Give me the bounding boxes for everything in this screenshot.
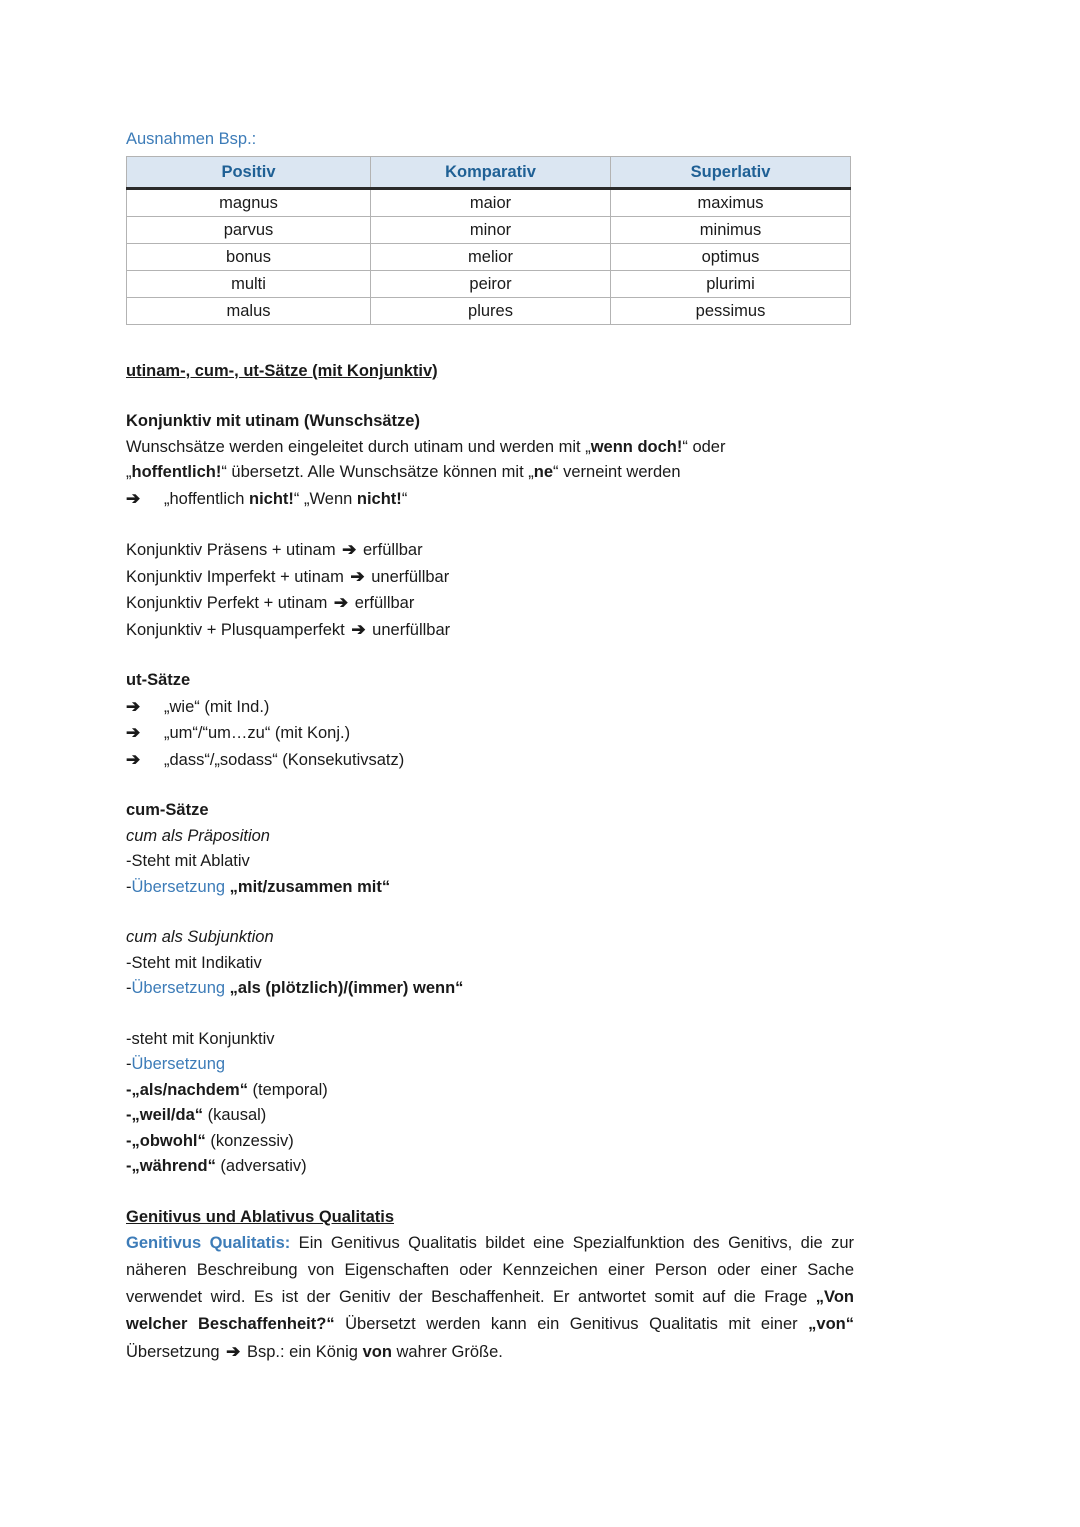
rule-konjunktiv-imperfekt: [126, 564, 854, 591]
item-bold: -„als/nachdem“: [126, 1080, 248, 1099]
table-row: [127, 271, 851, 298]
arrow-right-icon: ➔: [226, 1341, 241, 1361]
cum-subjunktion-line-indikativ: -Steht mit Indikativ: [126, 953, 262, 972]
arrow-right-icon: ➔: [333, 593, 349, 612]
spacer: [126, 773, 854, 798]
quote-close: “: [553, 463, 559, 481]
spacer: [126, 512, 854, 537]
item-bold: -„obwohl“: [126, 1131, 206, 1150]
item-bold: -„während“: [126, 1157, 216, 1175]
cum-praeposition-line-ablativ: -Steht mit Ablativ: [126, 852, 250, 870]
cum-konjunktiv-item-temporal: [126, 1078, 854, 1104]
table-header-komparativ: Komparativ: [371, 157, 611, 189]
table-cell: plurimi: [611, 271, 851, 298]
subheading-ut-saetze: ut-Sätze: [126, 671, 191, 689]
table-row: [127, 217, 851, 244]
arrow-right-icon: ➔: [126, 723, 141, 742]
dash-prefix: -: [126, 979, 132, 997]
paragraph-wunschsaetze-line-2: [126, 460, 854, 486]
cum-konjunktiv-item-kausal: [126, 1103, 854, 1129]
text-fragment: verneint werden: [558, 463, 681, 481]
text-fragment: unerfüllbar: [367, 620, 451, 639]
text-fragment: wahrer Größe.: [391, 1342, 503, 1361]
rule-konjunktiv-plusquamperfekt: [126, 617, 854, 644]
list-item-label: „wie“ (mit Ind.): [164, 697, 270, 716]
arrow-right-icon: ➔: [126, 488, 141, 508]
table-cell: malus: [127, 298, 371, 325]
table-header-row: [127, 157, 851, 189]
quote-open: „: [585, 437, 591, 456]
spacer: [126, 643, 854, 668]
text-fragment: Konjunktiv Präsens + utinam: [126, 541, 341, 559]
document-content: [126, 128, 854, 1366]
table-cell: magnus: [127, 189, 371, 217]
item-rest: (adversativ): [215, 1157, 307, 1175]
label-genitivus-qualitatis: Genitivus Qualitatis:: [126, 1233, 291, 1252]
subheading-cum-saetze: cum-Sätze: [126, 801, 209, 819]
table-cell: bonus: [127, 244, 371, 271]
table-row: [127, 189, 851, 217]
spacer: [126, 384, 854, 409]
text-fragment: „hoffentlich: [164, 489, 249, 508]
text-fragment: Übersetzung: [126, 1342, 225, 1361]
arrow-right-icon: ➔: [126, 696, 141, 716]
text-fragment: “: [401, 489, 408, 508]
text-bold-frage: „Von welcher Beschaffenheit?“: [126, 1287, 854, 1333]
paragraph-wunschsaetze-line-1: [126, 435, 854, 461]
list-item-ut-3: [126, 747, 854, 774]
table-row: [127, 298, 851, 325]
text-bold-von-2: von: [362, 1342, 392, 1361]
quote-close: “: [221, 463, 227, 481]
arrow-right-icon: ➔: [351, 619, 366, 639]
spacer: [126, 900, 854, 925]
text-bold-ne: ne: [533, 463, 554, 481]
spacer: [126, 1002, 854, 1027]
table-cell: multi: [127, 271, 371, 298]
table-cell: parvus: [127, 217, 371, 244]
cum-praeposition-uebersetzung: [126, 875, 854, 901]
arrow-right-icon: ➔: [342, 540, 357, 559]
text-bold-wenn-doch: wenn doch!: [590, 437, 683, 456]
table-header-superlativ: Superlativ: [611, 157, 851, 189]
quote-open: „: [126, 463, 132, 481]
dash-prefix: -: [126, 1055, 132, 1073]
comparison-table: [126, 156, 851, 325]
section-heading-genitivus-ablativus: Genitivus und Ablativus Qualitatis: [126, 1207, 395, 1226]
label-uebersetzung: Übersetzung: [131, 1055, 226, 1073]
dash-prefix: -: [126, 877, 132, 896]
table-cell: pessimus: [611, 298, 851, 325]
spacer: [126, 325, 854, 359]
rule-konjunktiv-praesens: [126, 537, 854, 564]
text-bold-nicht-2: nicht!: [356, 489, 402, 508]
table-cell: maior: [371, 189, 611, 217]
item-bold: -„weil/da“: [126, 1106, 204, 1124]
section-heading-utinam-cum-ut: utinam-, cum-, ut-Sätze (mit Konjunktiv): [126, 362, 438, 380]
table-cell: plures: [371, 298, 611, 325]
text-bold-nicht: nicht!: [249, 489, 294, 508]
list-item-ut-1: [126, 694, 854, 721]
list-item-ut-2: [126, 720, 854, 747]
text-fragment: Konjunktiv Perfekt + utinam: [126, 594, 332, 612]
table-cell: maximus: [611, 189, 851, 217]
uebersetzung-value: „mit/zusammen mit“: [225, 877, 391, 896]
spacer: [126, 1180, 854, 1205]
cum-konjunktiv-uebersetzung: [126, 1052, 854, 1078]
quote-open: „: [528, 463, 534, 481]
table-cell: optimus: [611, 244, 851, 271]
cum-subjunktion-uebersetzung: [126, 976, 854, 1002]
list-item-label: „dass“/„sodass“ (Konsekutivsatz): [164, 750, 405, 769]
label-cum-als-praeposition: cum als Präposition: [126, 826, 270, 845]
list-item-label: „um“/“um…zu“ (mit Konj.): [164, 724, 351, 742]
text-fragment: oder: [687, 437, 726, 456]
cum-konjunktiv-line: -steht mit Konjunktiv: [126, 1029, 275, 1048]
subheading-konjunktiv-utinam: Konjunktiv mit utinam (Wunschsätze): [126, 412, 420, 430]
cum-konjunktiv-item-adversativ: [126, 1154, 854, 1180]
text-bold-hoffentlich: hoffentlich!: [131, 463, 222, 481]
arrow-right-icon: ➔: [126, 749, 141, 769]
text-fragment: erfüllbar: [358, 541, 423, 559]
label-uebersetzung: Übersetzung: [131, 877, 226, 896]
paragraph-genitivus-qualitatis: [126, 1230, 854, 1366]
text-fragment: übersetzt. Alle Wunschsätze können mit: [226, 463, 529, 481]
text-fragment: Konjunktiv Imperfekt + utinam: [126, 567, 349, 586]
item-rest: (konzessiv): [205, 1131, 294, 1150]
table-header-positiv: Positiv: [127, 157, 371, 189]
text-fragment: Bsp.: ein König: [242, 1342, 363, 1361]
text-fragment: Übersetzt werden kann ein Genitivus Qualitatis mit einer: [334, 1314, 809, 1333]
arrow-right-icon: ➔: [350, 566, 365, 586]
label-cum-als-subjunktion: cum als Subjunktion: [126, 928, 274, 946]
text-fragment: Ein Genitivus Qualitatis bildet eine Spezialfunktion des Genitivs, die zur näheren Beschreibung von Eigenschaften oder Kennzeichen einer Person oder einer Sache verwendet wird. Es ist der Genitiv der Beschaffenheit. Er antwortet somit auf die Frage: [126, 1233, 855, 1306]
text-fragment: Konjunktiv + Plusquamperfekt: [126, 620, 350, 639]
table-row: [127, 244, 851, 271]
table-cell: minor: [371, 217, 611, 244]
quote-close: “: [682, 437, 688, 456]
item-rest: (temporal): [247, 1080, 328, 1099]
table-cell: minimus: [611, 217, 851, 244]
paragraph-wunschsaetze-line-3: [126, 486, 854, 513]
arrow-row-text: [164, 487, 407, 513]
table-caption: Ausnahmen Bsp.:: [126, 130, 257, 148]
text-fragment: “ „Wenn: [293, 489, 357, 508]
text-fragment: unerfüllbar: [366, 567, 450, 586]
item-rest: (kausal): [203, 1106, 267, 1124]
label-uebersetzung: Übersetzung: [131, 979, 226, 997]
text-fragment: erfüllbar: [350, 594, 415, 612]
table-cell: melior: [371, 244, 611, 271]
table-cell: peiror: [371, 271, 611, 298]
cum-konjunktiv-item-konzessiv: [126, 1129, 854, 1155]
uebersetzung-value: „als (plötzlich)/(immer) wenn“: [225, 979, 464, 997]
text-fragment: Wunschsätze werden eingeleitet durch utinam und werden mit: [126, 437, 586, 456]
rule-konjunktiv-perfekt: [126, 590, 854, 617]
text-bold-von: „von“: [808, 1314, 854, 1333]
